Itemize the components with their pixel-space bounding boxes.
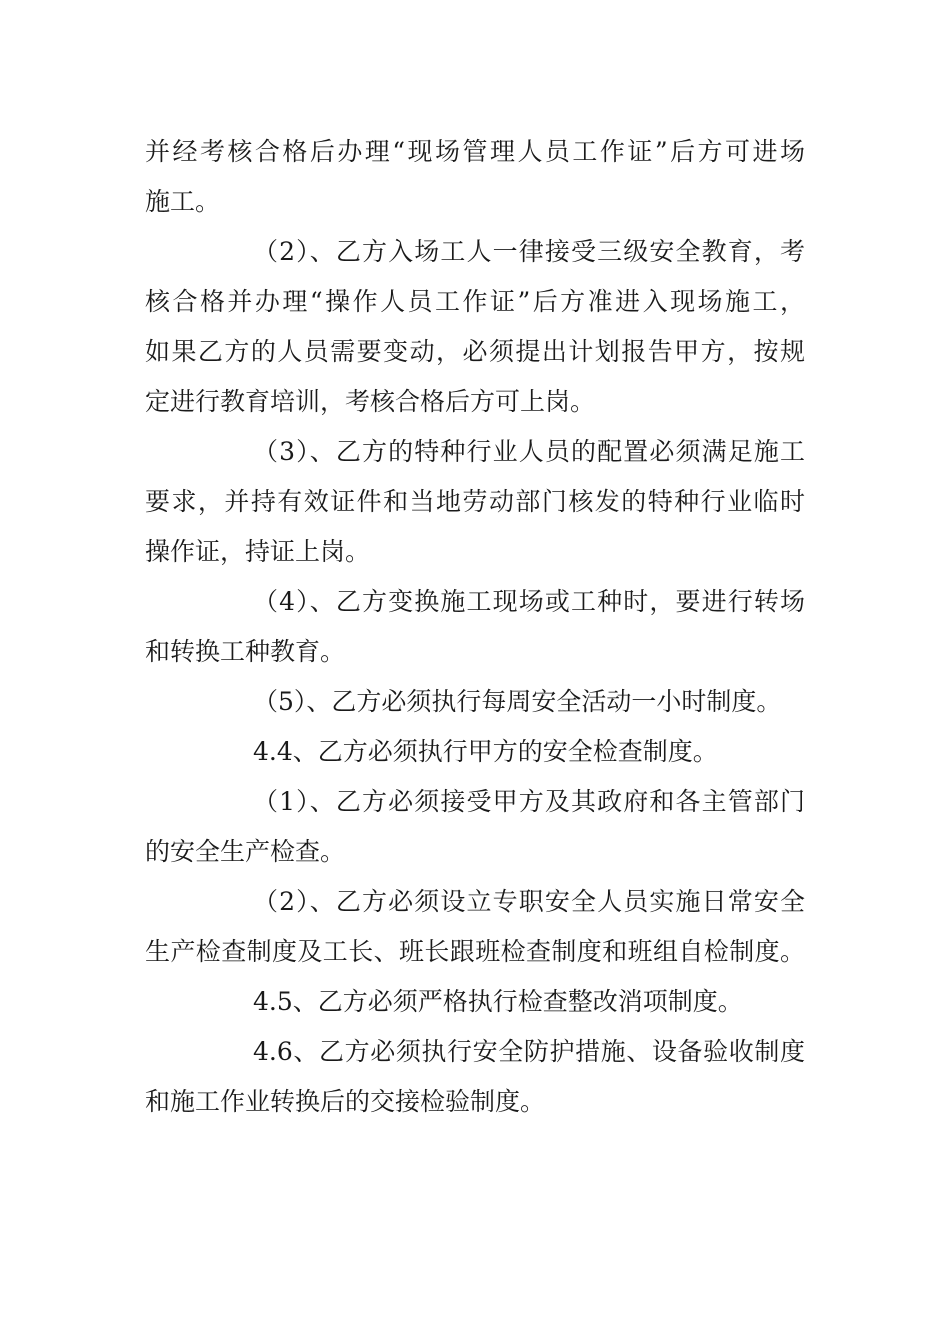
text-line: 施工。 bbox=[145, 187, 221, 216]
text-line: 定进行教育培训，考核合格后方可上岗。 bbox=[145, 387, 596, 416]
text-line: 生产检查制度及工长、班长跟班检查制度和班组自检制度。 bbox=[145, 937, 805, 966]
text-line: 核合格并办理“操作人员工作证”后方准进入现场施工， bbox=[145, 287, 805, 316]
text-line: 和施工作业转换后的交接检验制度。 bbox=[145, 1087, 546, 1116]
text-line: （4）、乙方变换施工现场或工种时，要进行转场 bbox=[253, 587, 805, 616]
section-heading: 4.4、乙方必须执行甲方的安全检查制度。 bbox=[253, 737, 718, 766]
text-line: 并经考核合格后办理“现场管理人员工作证”后方可进场 bbox=[145, 137, 805, 166]
text-line: （3）、乙方的特种行业人员的配置必须满足施工 bbox=[253, 437, 805, 466]
text-line: （5）、乙方必须执行每周安全活动一小时制度。 bbox=[253, 687, 782, 716]
text-line: 的安全生产检查。 bbox=[145, 837, 346, 866]
text-line: 和转换工种教育。 bbox=[145, 637, 346, 666]
text-line: （2）、乙方入场工人一律接受三级安全教育，考 bbox=[253, 237, 805, 266]
text-line: （1）、乙方必须接受甲方及其政府和各主管部门 bbox=[253, 787, 805, 816]
text-line: 要求，并持有效证件和当地劳动部门核发的特种行业临时 bbox=[145, 487, 805, 516]
text-line: 操作证，持证上岗。 bbox=[145, 537, 371, 566]
section-heading: 4.5、乙方必须严格执行检查整改消项制度。 bbox=[253, 987, 743, 1016]
section-heading: 4.6、乙方必须执行安全防护措施、设备验收制度 bbox=[253, 1037, 805, 1066]
text-line: （2）、乙方必须设立专职安全人员实施日常安全 bbox=[253, 887, 805, 916]
text-line: 如果乙方的人员需要变动，必须提出计划报告甲方，按规 bbox=[145, 337, 805, 366]
